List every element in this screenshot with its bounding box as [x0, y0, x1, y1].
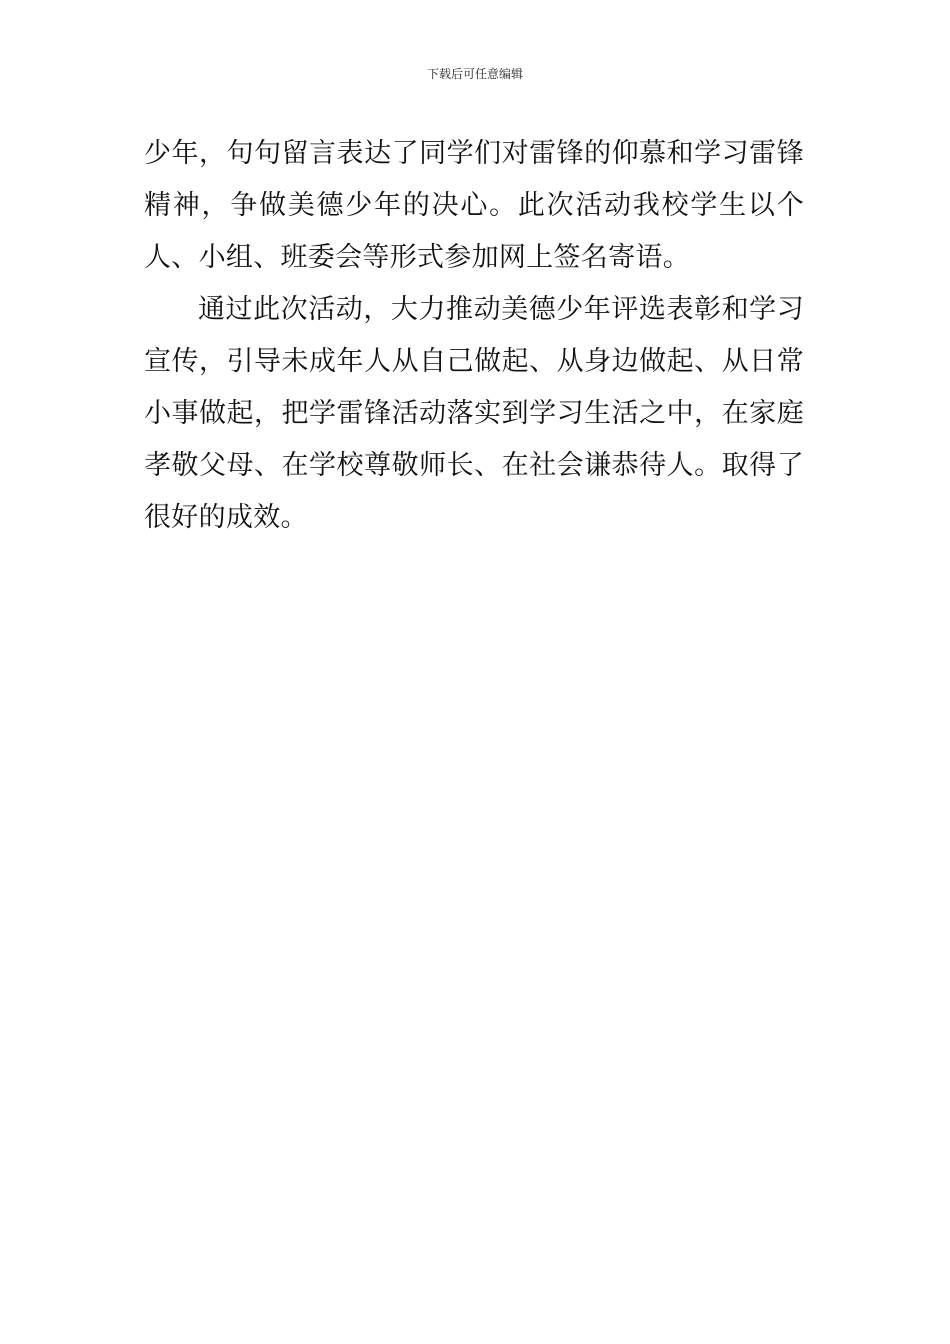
page-header: 下载后可任意编辑: [426, 67, 523, 81]
document-body: [144, 128, 804, 544]
paragraph-conclusion: 通过此次活动，大力推动美德少年评选表彰和学习宣传，引导未成年人从自己做起、从身边做起、从日常小事做起，把学雷锋活动落实到学习生活之中，在家庭孝敬父母、在学校尊敬师长、在社会谦恭待人。取得了很好的成效。: [144, 294, 804, 533]
paragraph-continued: 少年，句句留言表达了同学们对雷锋的仰慕和学习雷锋精神，争做美德少年的决心。此次活动我校学生以个人、小组、班委会等形式参加网上签名寄语。: [144, 138, 804, 273]
